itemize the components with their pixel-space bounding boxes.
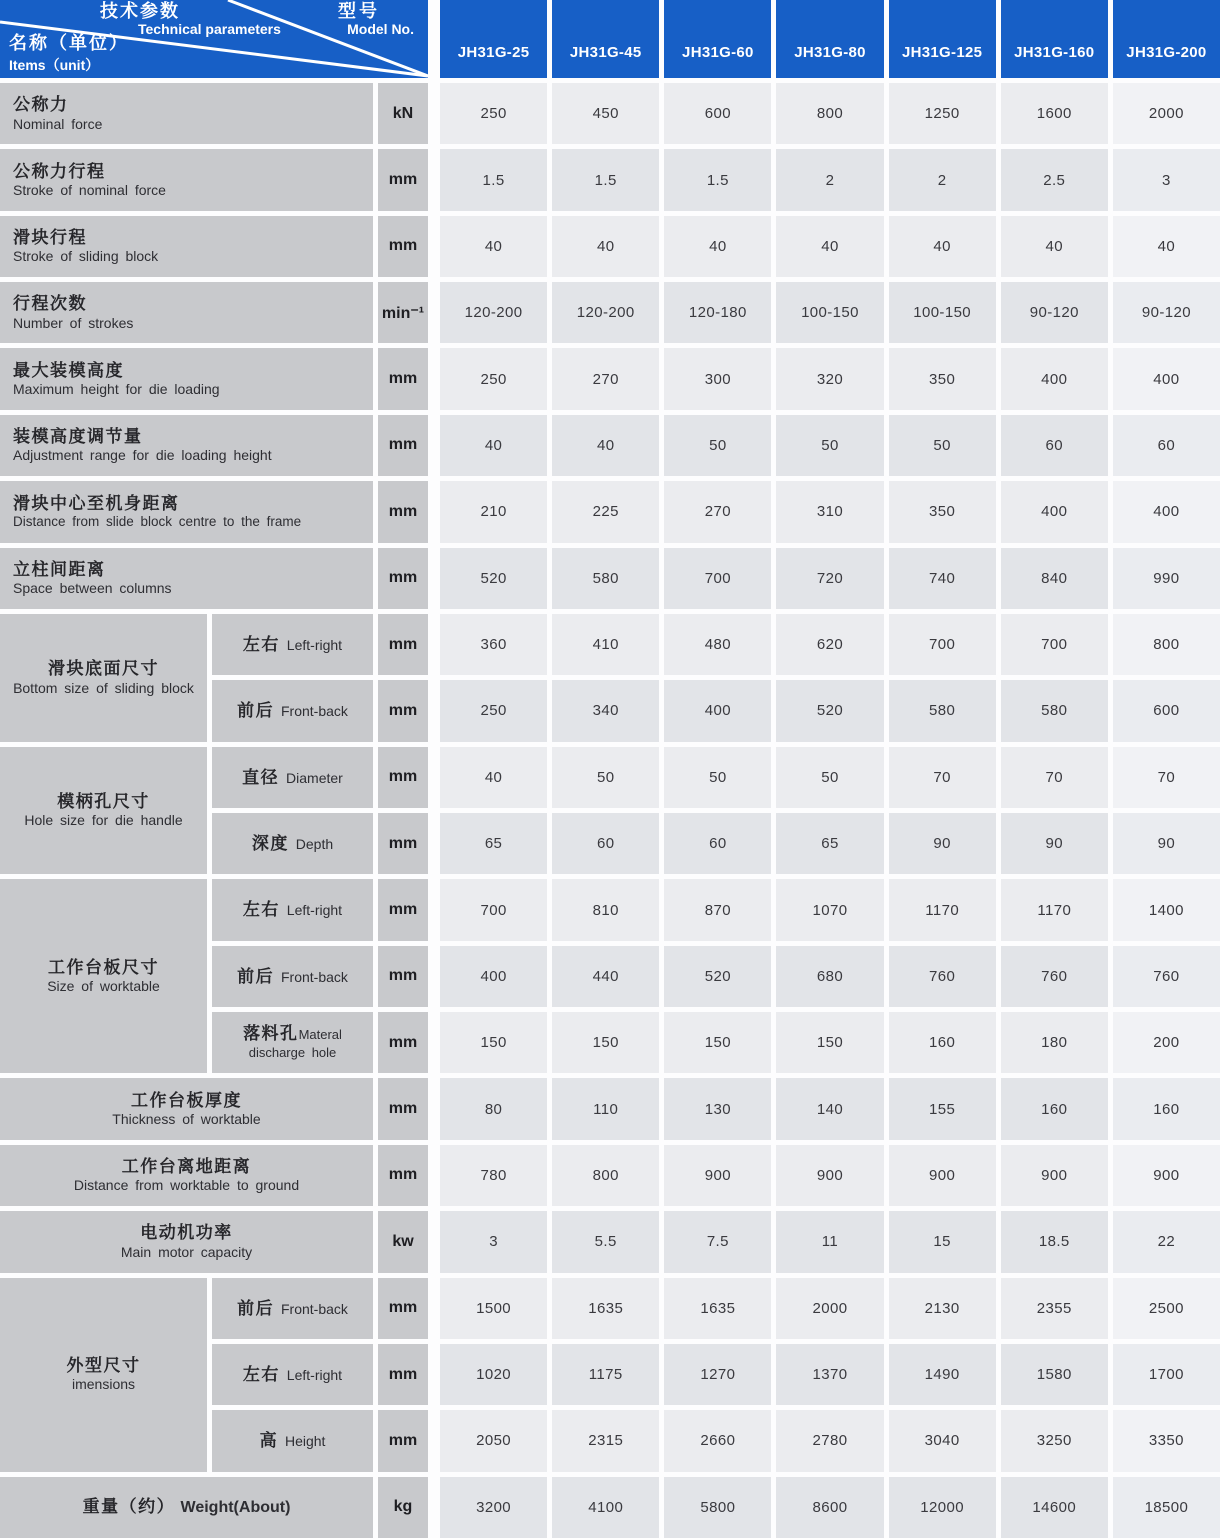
model-header: JH31G-60 (664, 0, 771, 78)
value-cell: 120-180 (664, 282, 771, 343)
label-cn: 装模高度调节量 (13, 427, 143, 447)
value-cell: 520 (664, 946, 771, 1007)
value-cell: 3 (440, 1211, 547, 1272)
value-cell: 1070 (776, 879, 883, 940)
value-cell: 1490 (889, 1344, 996, 1405)
label-cn: 立柱间距离 (13, 559, 106, 579)
unit-cell: mm (378, 1078, 428, 1139)
value-cell: 12000 (889, 1477, 996, 1538)
model-header: JH31G-160 (1001, 0, 1108, 78)
label-en: Distance from worktable to ground (73, 1177, 300, 1194)
value-cell: 800 (552, 1145, 659, 1206)
value-cell: 40 (552, 415, 659, 476)
sub-label-en: Left-right (279, 902, 343, 919)
value-cell: 2780 (776, 1410, 883, 1471)
value-cell: 3250 (1001, 1410, 1108, 1471)
unit-cell: mm (378, 614, 428, 675)
row-label (0, 1078, 373, 1139)
value-cell: 580 (1001, 680, 1108, 741)
value-cell: 1.5 (440, 149, 547, 210)
value-cell: 2315 (552, 1410, 659, 1471)
value-cell: 150 (552, 1012, 659, 1073)
sub-label-en: Materal discharge hole (248, 1027, 342, 1061)
corner-bottom-label-cn: 名称（单位） (9, 32, 129, 53)
value-cell: 155 (889, 1078, 996, 1139)
value-cell: 40 (440, 216, 547, 277)
sub-label-cn: 直径 (242, 767, 280, 787)
value-cell: 50 (776, 415, 883, 476)
value-cell: 1020 (440, 1344, 547, 1405)
value-cell: 2000 (776, 1278, 883, 1339)
value-cell: 50 (889, 415, 996, 476)
row-label (0, 415, 373, 476)
value-cell: 870 (664, 879, 771, 940)
label-en: Hole size for die handle (24, 812, 183, 829)
value-cell: 5800 (664, 1477, 771, 1538)
value-cell: 18.5 (1001, 1211, 1108, 1272)
value-cell: 360 (440, 614, 547, 675)
value-cell: 270 (552, 348, 659, 409)
value-cell: 800 (776, 83, 883, 144)
label-en: Distance from slide block centre to the frame (13, 514, 302, 530)
value-cell: 3200 (440, 1477, 547, 1538)
value-cell: 40 (440, 747, 547, 808)
value-cell: 1635 (664, 1278, 771, 1339)
row-label (0, 481, 373, 542)
row-label (0, 1211, 373, 1272)
row-label (0, 282, 373, 343)
value-cell: 40 (440, 415, 547, 476)
value-cell: 340 (552, 680, 659, 741)
unit-cell: mm (378, 680, 428, 741)
model-header: JH31G-80 (776, 0, 883, 78)
value-cell: 1270 (664, 1344, 771, 1405)
label-en: Maximum height for die loading (13, 381, 220, 397)
value-cell: 700 (1001, 614, 1108, 675)
value-cell: 1500 (440, 1278, 547, 1339)
unit-cell: kg (378, 1477, 428, 1538)
value-cell: 480 (664, 614, 771, 675)
value-cell: 450 (552, 83, 659, 144)
sub-label-text (252, 833, 333, 854)
label-inline (83, 1496, 291, 1518)
value-cell: 1.5 (664, 149, 771, 210)
unit-cell: kw (378, 1211, 428, 1272)
group-label (0, 614, 207, 742)
unit-cell: mm (378, 216, 428, 277)
value-cell: 740 (889, 548, 996, 609)
value-cell: 2.5 (1001, 149, 1108, 210)
unit-cell: mm (378, 548, 428, 609)
unit-cell: mm (378, 348, 428, 409)
value-cell: 65 (440, 813, 547, 874)
unit-cell: mm (378, 1278, 428, 1339)
sub-label-en: Front-back (274, 1300, 348, 1317)
value-cell: 8600 (776, 1477, 883, 1538)
value-cell: 1370 (776, 1344, 883, 1405)
row-label (0, 83, 373, 144)
label-cn: 工作台离地距离 (121, 1157, 252, 1177)
sub-label-text (260, 1430, 326, 1451)
value-cell: 990 (1113, 548, 1220, 609)
value-cell: 300 (664, 348, 771, 409)
label-en: Number of strokes (13, 314, 134, 331)
sub-label-text (237, 1298, 348, 1319)
value-cell: 210 (440, 481, 547, 542)
value-cell: 270 (664, 481, 771, 542)
sub-label-cn: 左右 (242, 634, 280, 654)
label-en: Bottom size of sliding block (13, 679, 194, 696)
value-cell: 40 (552, 216, 659, 277)
value-cell: 320 (776, 348, 883, 409)
label-en: Weight(About) (175, 1499, 291, 1517)
value-cell: 50 (664, 747, 771, 808)
unit-cell: mm (378, 946, 428, 1007)
label-cn: 滑块底面尺寸 (48, 659, 159, 679)
value-cell: 1700 (1113, 1344, 1220, 1405)
value-cell: 7.5 (664, 1211, 771, 1272)
row-label (0, 348, 373, 409)
label-cn: 最大装模高度 (13, 360, 124, 380)
value-cell: 400 (1001, 481, 1108, 542)
value-cell: 440 (552, 946, 659, 1007)
label-cn: 滑块中心至机身距离 (13, 493, 180, 513)
corner-right-label-cn: 型号 (338, 1, 380, 21)
value-cell: 400 (440, 946, 547, 1007)
corner-bottom-label-en: Items（unit） (9, 56, 100, 73)
value-cell: 90-120 (1113, 282, 1220, 343)
value-cell: 2 (776, 149, 883, 210)
sub-label-en: Diameter (279, 769, 343, 786)
value-cell: 810 (552, 879, 659, 940)
sub-label-en: Front-back (274, 968, 348, 985)
value-cell: 720 (776, 548, 883, 609)
sub-label-cn: 深度 (251, 834, 289, 854)
label-cn: 电动机功率 (140, 1223, 233, 1243)
sub-label-en: Depth (288, 836, 334, 853)
value-cell: 70 (1001, 747, 1108, 808)
value-cell: 2050 (440, 1410, 547, 1471)
unit-cell: mm (378, 747, 428, 808)
row-label (0, 1477, 373, 1538)
sub-label (212, 1344, 373, 1405)
group-label (0, 747, 207, 875)
value-cell: 600 (1113, 680, 1220, 741)
corner-top-label-cn: 技术参数 (100, 1, 180, 21)
value-cell: 400 (1113, 348, 1220, 409)
row-label (0, 149, 373, 210)
label-en: Size of worktable (47, 978, 160, 995)
label-cn: 外型尺寸 (66, 1356, 141, 1376)
value-cell: 150 (440, 1012, 547, 1073)
value-cell: 900 (776, 1145, 883, 1206)
sub-label (212, 946, 373, 1007)
value-cell: 900 (1113, 1145, 1220, 1206)
value-cell: 160 (889, 1012, 996, 1073)
unit-cell: mm (378, 1410, 428, 1471)
value-cell: 22 (1113, 1211, 1220, 1272)
value-cell: 40 (889, 216, 996, 277)
sub-label-en: Left-right (279, 1366, 343, 1383)
sub-label-cn: 左右 (242, 1364, 280, 1384)
value-cell: 160 (1001, 1078, 1108, 1139)
label-en: Thickness of worktable (112, 1111, 261, 1127)
value-cell: 140 (776, 1078, 883, 1139)
model-header: JH31G-45 (552, 0, 659, 78)
label-cn: 重量（约） (82, 1497, 176, 1517)
sub-label-cn: 前后 (237, 1298, 275, 1318)
sub-label-en: Height (278, 1433, 326, 1450)
row-label (0, 216, 373, 277)
sub-label-text (243, 634, 342, 655)
value-cell: 40 (776, 216, 883, 277)
label-en: Adjustment range for die loading height (13, 447, 272, 464)
sub-label-cn: 落料孔 (243, 1024, 299, 1044)
label-cn: 公称力行程 (13, 161, 106, 181)
value-cell: 160 (1113, 1078, 1220, 1139)
value-cell: 760 (1001, 946, 1108, 1007)
value-cell: 1400 (1113, 879, 1220, 940)
sub-label (212, 1278, 373, 1339)
value-cell: 130 (664, 1078, 771, 1139)
corner-right-label-en: Model No. (347, 21, 414, 37)
label-cn: 工作台板厚度 (131, 1090, 242, 1110)
value-cell: 2130 (889, 1278, 996, 1339)
value-cell: 1250 (889, 83, 996, 144)
unit-cell: mm (378, 149, 428, 210)
value-cell: 110 (552, 1078, 659, 1139)
value-cell: 60 (1113, 415, 1220, 476)
row-label (0, 1145, 373, 1206)
sub-label (212, 813, 373, 874)
value-cell: 40 (1113, 216, 1220, 277)
value-cell: 60 (664, 813, 771, 874)
value-cell: 580 (889, 680, 996, 741)
value-cell: 80 (440, 1078, 547, 1139)
value-cell: 14600 (1001, 1477, 1108, 1538)
value-cell: 1.5 (552, 149, 659, 210)
value-cell: 580 (552, 548, 659, 609)
unit-cell: mm (378, 813, 428, 874)
value-cell: 2 (889, 149, 996, 210)
unit-cell: mm (378, 481, 428, 542)
unit-cell: mm (378, 415, 428, 476)
value-cell: 100-150 (776, 282, 883, 343)
value-cell: 70 (1113, 747, 1220, 808)
value-cell: 250 (440, 83, 547, 144)
model-header: JH31G-125 (889, 0, 996, 78)
table-corner-header (0, 0, 428, 78)
value-cell: 18500 (1113, 1477, 1220, 1538)
sub-label-cn: 前后 (237, 701, 275, 721)
value-cell: 760 (1113, 946, 1220, 1007)
label-en: Main motor capacity (120, 1243, 253, 1260)
sub-label-text (237, 700, 348, 721)
group-label (0, 1278, 207, 1472)
sub-label (212, 747, 373, 808)
value-cell: 700 (440, 879, 547, 940)
value-cell: 150 (664, 1012, 771, 1073)
value-cell: 120-200 (440, 282, 547, 343)
value-cell: 4100 (552, 1477, 659, 1538)
value-cell: 40 (664, 216, 771, 277)
value-cell: 680 (776, 946, 883, 1007)
value-cell: 40 (1001, 216, 1108, 277)
value-cell: 50 (664, 415, 771, 476)
value-cell: 225 (552, 481, 659, 542)
sub-label (212, 614, 373, 675)
label-en: Stroke of nominal force (13, 181, 166, 198)
value-cell: 1175 (552, 1344, 659, 1405)
value-cell: 2355 (1001, 1278, 1108, 1339)
sub-label-text (242, 767, 343, 788)
value-cell: 410 (552, 614, 659, 675)
model-header: JH31G-25 (440, 0, 547, 78)
sub-label-cn: 高 (259, 1431, 279, 1451)
value-cell: 900 (889, 1145, 996, 1206)
value-cell: 3040 (889, 1410, 996, 1471)
value-cell: 3 (1113, 149, 1220, 210)
unit-cell: kN (378, 83, 428, 144)
value-cell: 900 (664, 1145, 771, 1206)
sub-label (212, 879, 373, 940)
sub-label-text (237, 966, 348, 987)
sub-label-text (243, 899, 342, 920)
value-cell: 600 (664, 83, 771, 144)
label-cn: 模柄孔尺寸 (57, 792, 150, 812)
value-cell: 90 (1113, 813, 1220, 874)
value-cell: 2500 (1113, 1278, 1220, 1339)
value-cell: 120-200 (552, 282, 659, 343)
value-cell: 250 (440, 680, 547, 741)
value-cell: 3350 (1113, 1410, 1220, 1471)
value-cell: 150 (776, 1012, 883, 1073)
value-cell: 400 (664, 680, 771, 741)
value-cell: 2660 (664, 1410, 771, 1471)
group-label (0, 879, 207, 1073)
value-cell: 700 (889, 614, 996, 675)
label-cn: 工作台板尺寸 (48, 958, 159, 978)
value-cell: 70 (889, 747, 996, 808)
row-label (0, 548, 373, 609)
unit-cell: min⁻¹ (378, 282, 428, 343)
sub-label-en: Front-back (274, 703, 348, 720)
value-cell: 60 (552, 813, 659, 874)
value-cell: 50 (552, 747, 659, 808)
value-cell: 90 (889, 813, 996, 874)
model-header: JH31G-200 (1113, 0, 1220, 78)
sub-label (212, 1012, 373, 1073)
value-cell: 250 (440, 348, 547, 409)
sub-label (212, 1410, 373, 1471)
value-cell: 50 (776, 747, 883, 808)
sub-label-cn: 左右 (242, 900, 280, 920)
sub-label-cn: 前后 (237, 966, 275, 986)
unit-cell: mm (378, 1145, 428, 1206)
label-en: Space between columns (13, 580, 172, 597)
corner-top-label-en: Technical parameters (138, 21, 281, 37)
value-cell: 520 (776, 680, 883, 741)
sub-label-en: Left-right (279, 636, 343, 653)
unit-cell: mm (378, 1344, 428, 1405)
sub-label (212, 680, 373, 741)
unit-cell: mm (378, 1012, 428, 1073)
label-en: Nominal force (13, 115, 103, 132)
value-cell: 90-120 (1001, 282, 1108, 343)
label-cn: 滑块行程 (13, 228, 87, 248)
sub-label-text (243, 1364, 342, 1385)
value-cell: 1635 (552, 1278, 659, 1339)
value-cell: 800 (1113, 614, 1220, 675)
value-cell: 760 (889, 946, 996, 1007)
value-cell: 60 (1001, 415, 1108, 476)
value-cell: 620 (776, 614, 883, 675)
value-cell: 65 (776, 813, 883, 874)
value-cell: 100-150 (889, 282, 996, 343)
label-cn: 行程次数 (13, 294, 87, 314)
value-cell: 1600 (1001, 83, 1108, 144)
value-cell: 5.5 (552, 1211, 659, 1272)
value-cell: 2000 (1113, 83, 1220, 144)
label-en: Stroke of sliding block (13, 248, 159, 265)
label-en: imensions (71, 1376, 136, 1393)
value-cell: 1170 (889, 879, 996, 940)
value-cell: 350 (889, 348, 996, 409)
value-cell: 520 (440, 548, 547, 609)
value-cell: 350 (889, 481, 996, 542)
value-cell: 90 (1001, 813, 1108, 874)
value-cell: 1580 (1001, 1344, 1108, 1405)
value-cell: 400 (1113, 481, 1220, 542)
sub-label-text (217, 1023, 368, 1062)
value-cell: 15 (889, 1211, 996, 1272)
value-cell: 780 (440, 1145, 547, 1206)
label-cn: 公称力 (13, 95, 69, 115)
value-cell: 310 (776, 481, 883, 542)
unit-cell: mm (378, 879, 428, 940)
value-cell: 180 (1001, 1012, 1108, 1073)
value-cell: 700 (664, 548, 771, 609)
value-cell: 840 (1001, 548, 1108, 609)
value-cell: 900 (1001, 1145, 1108, 1206)
value-cell: 1170 (1001, 879, 1108, 940)
value-cell: 200 (1113, 1012, 1220, 1073)
value-cell: 11 (776, 1211, 883, 1272)
value-cell: 400 (1001, 348, 1108, 409)
